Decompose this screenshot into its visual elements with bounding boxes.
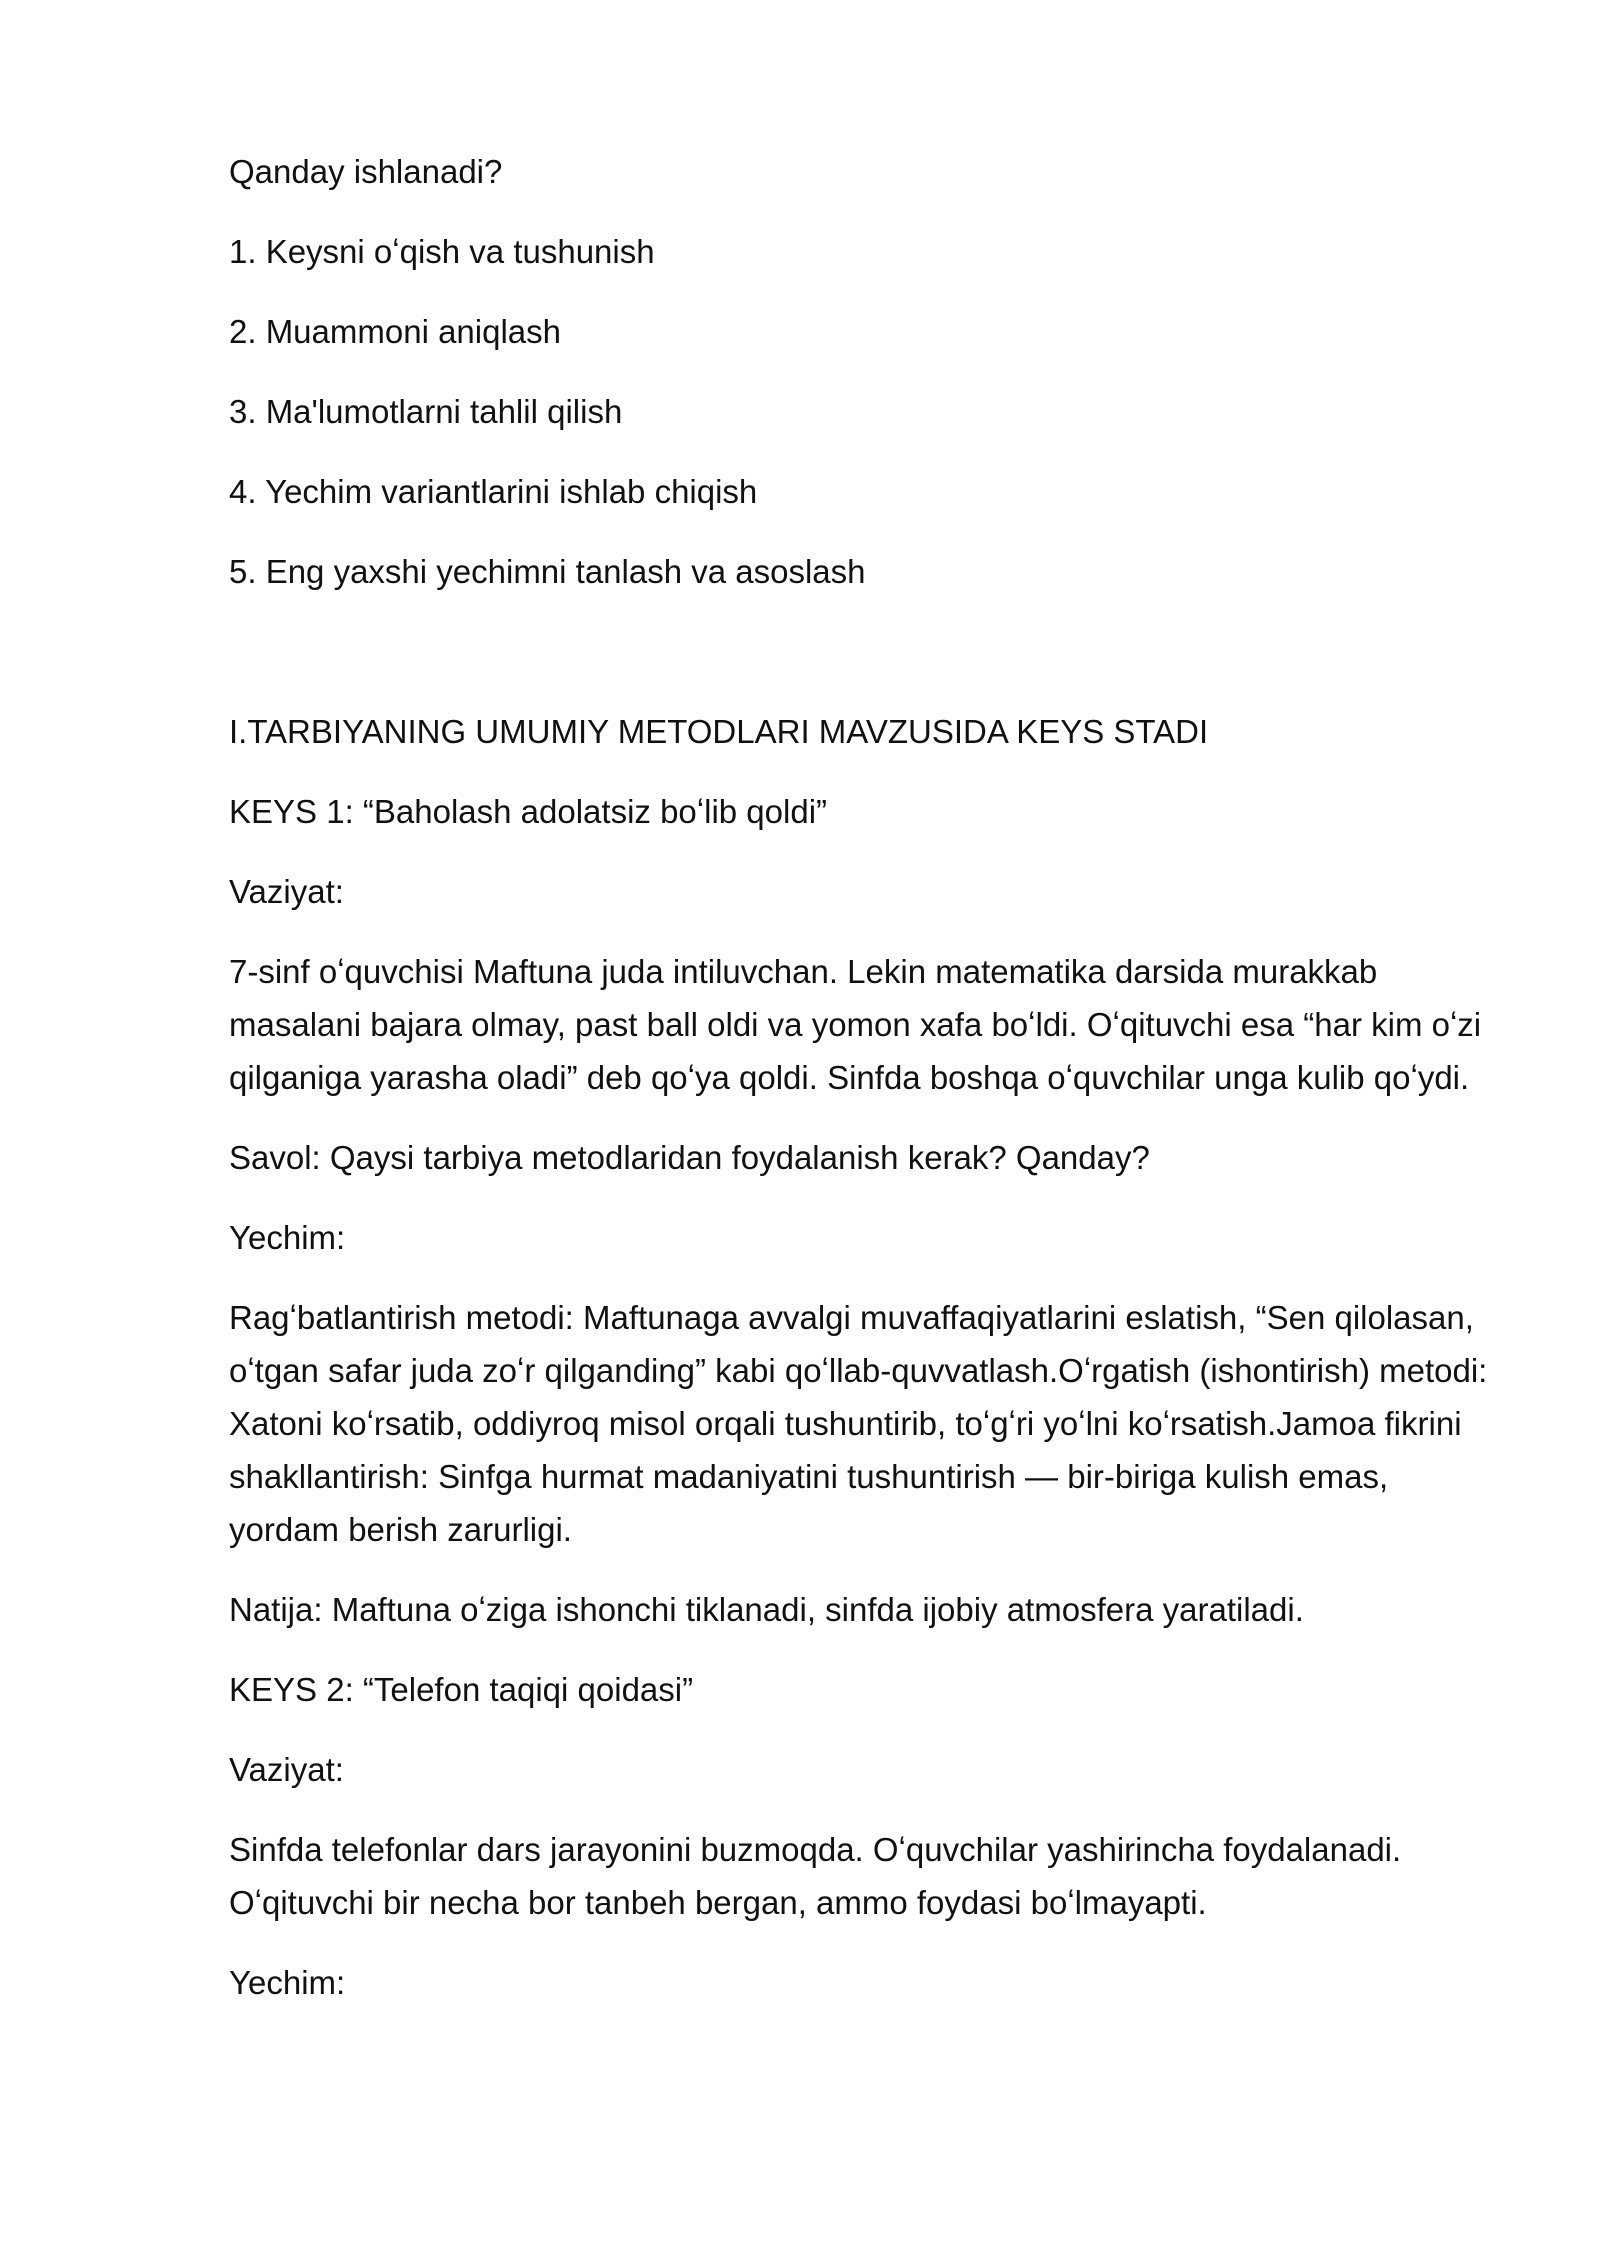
case2-situation-label: Vaziyat:: [229, 1751, 344, 1788]
case2-situation-text: Sinfda telefonlar dars jarayonini buzmoqda. Oʻquvchilar yashirincha foydalanadi. Oʻqituvchi bir necha bor tanbeh bergan, ammo foydasi boʻlmayapti.: [229, 1831, 1402, 1921]
case1-solution-text: Ragʻbatlantirish metodi: Maftunaga avvalgi muvaffaqiyatlarini eslatish, “Sen qilolasan, oʻtgan safar juda zoʻr qilganding” kabi qoʻllab-quvvatlash.Oʻrgatish (ishontirish) metodi: Xatoni koʻrsatib, oddiyroq misol orqali tushuntirib, toʻgʻri yoʻlni koʻrsatish.Jamoa fikrini shakllantirish: Sinfga hurmat madaniyatini tushuntirish — bir-biriga kulish emas, yordam berish zarurligi.: [229, 1299, 1488, 1548]
section-title: I.TARBIYANING UMUMIY METODLARI MAVZUSIDA KEYS STADI: [229, 713, 1209, 750]
case2-solution-label: Yechim:: [229, 1964, 346, 2001]
blank-line: [229, 625, 1499, 705]
intro-heading: Qanday ishlanadi?: [229, 153, 503, 190]
case1-solution-label: Yechim:: [229, 1219, 346, 1256]
step-item: 5. Eng yaxshi yechimni tanlash va asoslash: [229, 553, 866, 590]
case1-situation-label: Vaziyat:: [229, 873, 344, 910]
document-body: [229, 145, 1499, 2036]
case1-question: Savol: Qaysi tarbiya metodlaridan foydalanish kerak? Qanday?: [229, 1139, 1150, 1176]
case1-result: Natija: Maftuna oʻziga ishonchi tiklanadi, sinfda ijobiy atmosfera yaratiladi.: [229, 1591, 1304, 1628]
step-item: 4. Yechim variantlarini ishlab chiqish: [229, 473, 758, 510]
case2-title: KEYS 2: “Telefon taqiqi qoidasi”: [229, 1671, 694, 1708]
step-item: 1. Keysni oʻqish va tushunish: [229, 233, 655, 270]
step-item: 3. Ma'lumotlarni tahlil qilish: [229, 393, 623, 430]
step-item: 2. Muammoni aniqlash: [229, 313, 561, 350]
case1-title: KEYS 1: “Baholash adolatsiz boʻlib qoldi”: [229, 793, 828, 830]
case1-situation-text: 7-sinf oʻquvchisi Maftuna juda intiluvchan. Lekin matematika darsida murakkab masalani bajara olmay, past ball oldi va yomon xafa boʻldi. Oʻqituvchi esa “har kim oʻzi qilganiga yarasha oladi” deb qoʻya qoldi. Sinfda boshqa oʻquvchilar unga kulib qoʻydi.: [229, 953, 1482, 1096]
